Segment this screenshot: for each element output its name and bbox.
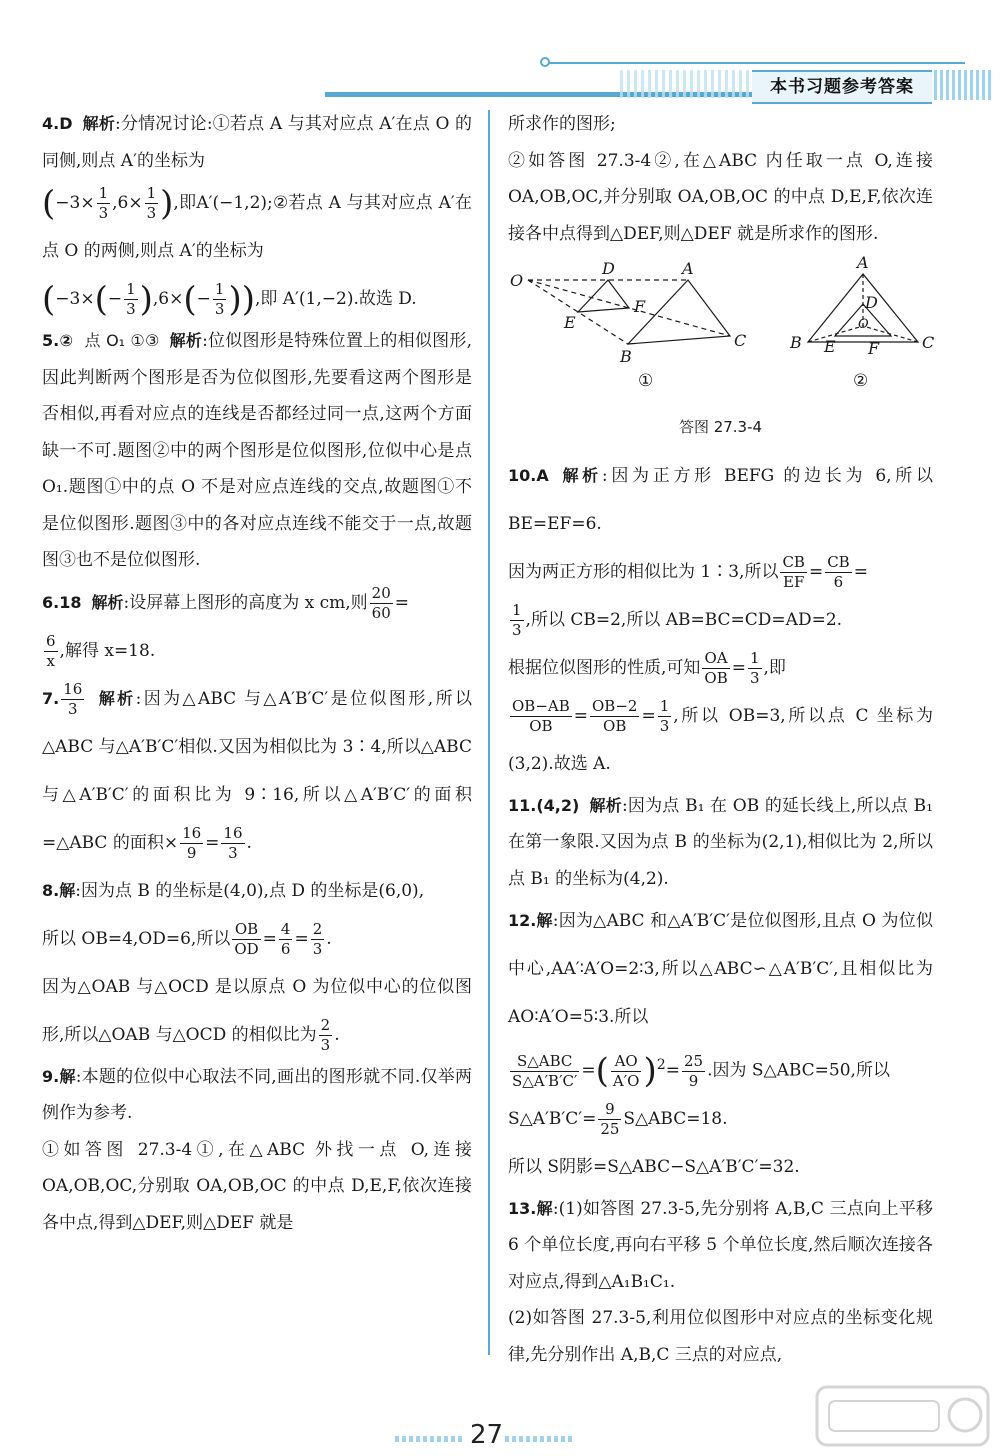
answer-text: :因为正方形 BEFG 的边长为 6,所以 BE=EF=6.	[508, 465, 933, 534]
numerator: 16	[63, 679, 83, 698]
fraction	[279, 920, 293, 959]
numerator: 1	[214, 280, 225, 298]
analysis-label: 解析	[96, 688, 136, 708]
answer-text: ,即A′(−1,2);②若点 A 与其对应点 A′在点 O 的两侧,则点 A′的坐标为	[42, 193, 472, 261]
denominator: 3	[146, 204, 157, 222]
math-text: S△ABC=18.	[623, 1108, 728, 1129]
paren: (	[183, 279, 197, 320]
answer-7	[42, 675, 472, 867]
numerator: OA	[702, 649, 729, 669]
numerator: 1	[512, 600, 522, 619]
math-text: .	[246, 832, 252, 853]
answer-number: 11.(4,2)	[508, 795, 580, 815]
answer-8	[42, 867, 472, 1059]
figure-diagram	[508, 253, 935, 401]
paren: (	[42, 183, 56, 224]
page-number: 27	[470, 1420, 504, 1450]
denominator: 3	[228, 843, 238, 862]
label-e-2: E	[824, 337, 836, 356]
paren: (	[595, 1051, 609, 1092]
numerator: CB	[827, 552, 850, 571]
label-d-2: D	[865, 293, 878, 312]
header-dot	[540, 57, 550, 67]
fraction	[311, 920, 325, 959]
answer-number: 7.	[42, 688, 60, 708]
label-o: O	[510, 271, 524, 290]
math-text: ,6×	[152, 289, 184, 309]
math-text: =	[641, 705, 656, 726]
right-column	[508, 106, 933, 1373]
math-text: =	[581, 1060, 596, 1081]
label-a-2: A	[857, 253, 869, 272]
figure-number-1: ①	[638, 371, 654, 391]
fraction	[748, 649, 762, 688]
analysis-label: 解析	[91, 592, 124, 612]
math-text: −3×	[55, 289, 95, 309]
figure-caption: 答图 27.3-4	[678, 418, 763, 436]
answer-text: :因为点 B₁ 在 OB 的延长线上,所以点 B₁ 在第一象限.又因为点 B 的坐标为(2,1),相似比为 2,所以点 B₁ 的坐标为(4,2).	[508, 795, 933, 889]
fraction	[213, 280, 227, 319]
denominator: 3	[320, 1035, 331, 1054]
label-e: E	[564, 313, 576, 332]
label-f-2: F	[868, 339, 880, 358]
answer-6	[42, 579, 472, 675]
fraction	[598, 1100, 621, 1139]
answer-text: ,解得 x=18.	[59, 640, 156, 661]
numerator: OB	[232, 920, 260, 940]
paren: ))	[228, 279, 255, 320]
answer-12	[508, 897, 933, 1191]
denominator: 3	[659, 716, 670, 735]
fraction	[370, 584, 393, 623]
header-line	[545, 62, 965, 64]
answer-text: 所以 OB=4,OD=6,所以	[42, 928, 231, 949]
answer-9-continued	[508, 106, 933, 252]
numerator: OB−AB	[512, 696, 570, 715]
answer-text: ,所以 OB=3,所以点 C 坐标为(3,2).故选 A.	[508, 705, 933, 774]
answer-9	[42, 1059, 472, 1242]
answer-number: 4.D	[42, 114, 73, 133]
numerator: 2	[312, 919, 323, 938]
denominator: x	[46, 651, 55, 670]
answer-text: :分情况讨论:①若点 A 与其对应点 A′在点 O 的同侧,则点 A′的坐标为	[42, 114, 472, 171]
label-c-2: C	[922, 333, 935, 352]
answer-13	[508, 1191, 933, 1374]
footer-pattern-left	[395, 1436, 465, 1442]
analysis-label: 解析	[169, 331, 203, 350]
footer-pattern-right	[505, 1436, 575, 1442]
numerator: 1	[659, 696, 670, 715]
answer-text: ,所以 CB=2,所以 AB=BC=CD=AD=2.	[525, 609, 843, 630]
numerator: 1	[98, 184, 109, 202]
denominator: 3	[98, 204, 109, 222]
denominator: 3	[126, 300, 136, 318]
answer-number: 9.解	[42, 1066, 76, 1086]
denominator: EF	[783, 572, 805, 591]
answer-number: 6.18	[42, 592, 82, 612]
label-f: F	[634, 297, 646, 316]
answer-4	[42, 106, 472, 179]
fraction	[510, 1052, 579, 1091]
math-text: =	[262, 928, 277, 949]
answer-text: :本题的位似中心取法不同,画出的图形就不同.仅举两例作为参考.	[42, 1066, 472, 1123]
fraction	[61, 680, 84, 719]
math-text: =	[853, 561, 868, 582]
math-text: −3×	[55, 193, 95, 213]
numerator: 1	[146, 184, 157, 202]
answer-text: :位似图形是特殊位置上的相似图形,因此判断两个图形是否为位似图形,先要看这两个图形是否相似,再看对应点的连线是否都经过同一点,这两个方面缺一不可.题图②中的两个图形是位似图形,位似中心是点 O₁.题图①中的点 O 不是对应点连线的交点,故题图①不是位似图形.题图③中的各对应点连线不能交于一点,故题图③也不是位似图形.	[42, 331, 472, 570]
math-text: =	[665, 1060, 680, 1081]
answer-text: 所以 S阴影=S△ABC−S△A′B′C′=32.	[508, 1156, 800, 1177]
paren: (	[94, 279, 108, 320]
math-text: =	[294, 928, 309, 949]
math-text: S△A′B′C′=	[508, 1108, 597, 1129]
denominator: 6	[280, 939, 291, 958]
answer-text: ,即 A′(1,−2).故选 D.	[254, 289, 417, 309]
math-text: .	[334, 1024, 340, 1045]
column-divider	[488, 110, 490, 1355]
answer-text: 根据位似图形的性质,可知	[508, 657, 701, 678]
label-b: B	[620, 347, 632, 366]
answer-5	[42, 323, 472, 579]
header-title: 本书习题参考答案	[752, 70, 932, 104]
math-text: ,6×	[112, 193, 143, 213]
numerator: CB	[782, 552, 805, 571]
numerator: 25	[683, 1051, 704, 1070]
denominator: S△A′B′C′	[512, 1071, 578, 1090]
paren: (	[42, 279, 56, 320]
page-header	[0, 0, 1000, 110]
answer-text: (2)如答图 27.3-5,利用位似图形中对应点的坐标变化规律,先分别作出 A,B,C 三点的对应点,	[508, 1308, 933, 1365]
answer-text: :设屏幕上图形的高度为 x cm,则	[123, 592, 368, 613]
answer-number: 5.②	[42, 331, 74, 350]
paren: )	[160, 183, 174, 224]
fraction	[590, 697, 639, 736]
answer-4-formula-2: (−3×(− $\frac{1}{3}$ ),6×(− $\frac{1}{3}$ )),即 A′(1,−2).故选 D.	[42, 279, 417, 320]
denominator: 25	[600, 1119, 620, 1138]
denominator: 9	[186, 843, 197, 862]
answer-number: 8.解	[42, 880, 76, 900]
left-column	[42, 106, 472, 1241]
answer-number: 10.A	[508, 465, 549, 485]
answer-text: 所求作的图形;	[508, 114, 616, 134]
fraction	[319, 1016, 333, 1055]
label-a: A	[682, 259, 694, 278]
label-o-2: O	[858, 317, 869, 332]
answer-text: ②如答图 27.3-4②,在△ABC 内任取一点 O,连接 OA,OB,OC,并分别取 OA,OB,OC 的中点 D,E,F,依次连接各中点得到△DEF,则△DEF 就是所求作的图形.	[508, 150, 933, 244]
label-c: C	[734, 331, 747, 350]
numerator: 4	[280, 919, 291, 938]
label-b-2: B	[790, 333, 802, 352]
numerator: 6	[46, 631, 56, 650]
fraction	[97, 184, 111, 223]
denominator: 3	[214, 300, 225, 318]
answer-text: .因为 S△ABC=50,所以	[707, 1060, 890, 1081]
answer-value: 点 O₁ ①③	[84, 331, 160, 350]
answer-text: :因为△ABC 和△A′B′C′是位似图形,且点 O 为位似中心,AA′∶A′O=2∶3,所以△ABC∽△A′B′C′,且相似比为 AO∶A′O=5∶3.所以	[508, 911, 933, 1027]
denominator: 9	[688, 1071, 699, 1090]
numerator: AO	[611, 1052, 642, 1072]
analysis-label: 解析	[589, 795, 622, 815]
fraction	[221, 824, 244, 863]
denominator: A′O	[612, 1071, 640, 1090]
numerator: 1	[126, 280, 136, 298]
fraction	[510, 601, 524, 640]
denominator: 3	[312, 939, 323, 958]
denominator: 60	[371, 603, 391, 622]
fraction	[702, 649, 729, 688]
denominator: 3	[749, 668, 760, 687]
denominator: OB	[529, 716, 553, 735]
answer-number: 13.解	[508, 1198, 553, 1218]
denominator: 3	[512, 620, 522, 639]
denominator: 3	[67, 699, 78, 718]
figure-27-3-4	[508, 253, 935, 401]
math-text: =	[205, 832, 220, 853]
watermark-logo	[815, 1385, 990, 1447]
numerator: 9	[598, 1100, 621, 1120]
answer-text: ,即	[763, 657, 786, 678]
math-text: =	[808, 561, 824, 582]
numerator: 16	[223, 823, 243, 842]
numerator: S△ABC	[510, 1052, 579, 1072]
figure-number-2: ②	[853, 371, 869, 391]
fraction	[510, 697, 572, 736]
fraction	[180, 824, 203, 863]
math-text: =	[394, 592, 410, 613]
math-text: =	[573, 705, 588, 726]
fraction	[658, 697, 672, 736]
denominator: OD	[234, 939, 259, 958]
answer-text: :因为点 B 的坐标是(4,0),点 D 的坐标是(6,0),	[75, 880, 425, 901]
answer-text: :(1)如答图 27.3-5,先分别将 A,B,C 三点向上平移 6 个单位长度,再向右平移 5 个单位长度,然后顺次连接各对应点,得到△A₁B₁C₁.	[508, 1198, 933, 1292]
denominator: OB	[603, 716, 627, 735]
math-text: =	[731, 657, 746, 678]
fraction	[825, 553, 852, 592]
answer-number: 12.解	[508, 911, 553, 930]
numerator: 20	[371, 583, 391, 602]
answer-11	[508, 788, 933, 898]
label-d: D	[602, 259, 615, 278]
analysis-label: 解析	[82, 114, 116, 133]
answer-text: ①如答图 27.3-4①,在△ABC 外找一点 O,连接 OA,OB,OC,分别取 OA,OB,OC 的中点 D,E,F,依次连接各中点,得到△DEF,则△DEF 就是	[42, 1139, 472, 1233]
math-text: .	[326, 928, 332, 949]
paren: )	[643, 1051, 657, 1092]
fraction	[124, 280, 138, 319]
paren: )	[139, 279, 153, 320]
answer-10	[508, 452, 933, 788]
fraction	[44, 632, 58, 671]
answer-4-formula-1	[42, 179, 472, 275]
exponent: 2	[656, 1057, 666, 1073]
fraction	[682, 1052, 705, 1091]
header-pattern-left	[620, 70, 750, 98]
header-pattern-right	[934, 70, 994, 100]
triangle-def-1	[578, 280, 629, 312]
denominator: OB	[704, 668, 728, 687]
fraction	[232, 920, 260, 959]
numerator: 16	[182, 823, 202, 842]
numerator: 2	[320, 1015, 331, 1034]
answer-text: 因为△OAB 与△OCD 是以原点 O 为位似中心的位似图形,所以△OAB 与△OCD 的相似比为	[42, 976, 472, 1045]
denominator: 6	[833, 572, 844, 591]
answer-text: :因为△ABC 与△A′B′C′是位似图形,所以△ABC 与△A′B′C′相似.又因为相似比为 3∶4,所以△ABC 与△A′B′C′的面积比为 9∶16,所以△A′B′C′的面积=△ABC 的面积×	[42, 688, 472, 853]
answer-text: 因为两正方形的相似比为 1∶3,所以	[508, 561, 779, 582]
fraction	[780, 553, 807, 592]
fraction	[145, 184, 159, 223]
analysis-label: 解析	[558, 465, 602, 485]
numerator: 1	[749, 648, 760, 667]
numerator: OB−2	[592, 696, 638, 715]
fraction	[611, 1052, 642, 1091]
